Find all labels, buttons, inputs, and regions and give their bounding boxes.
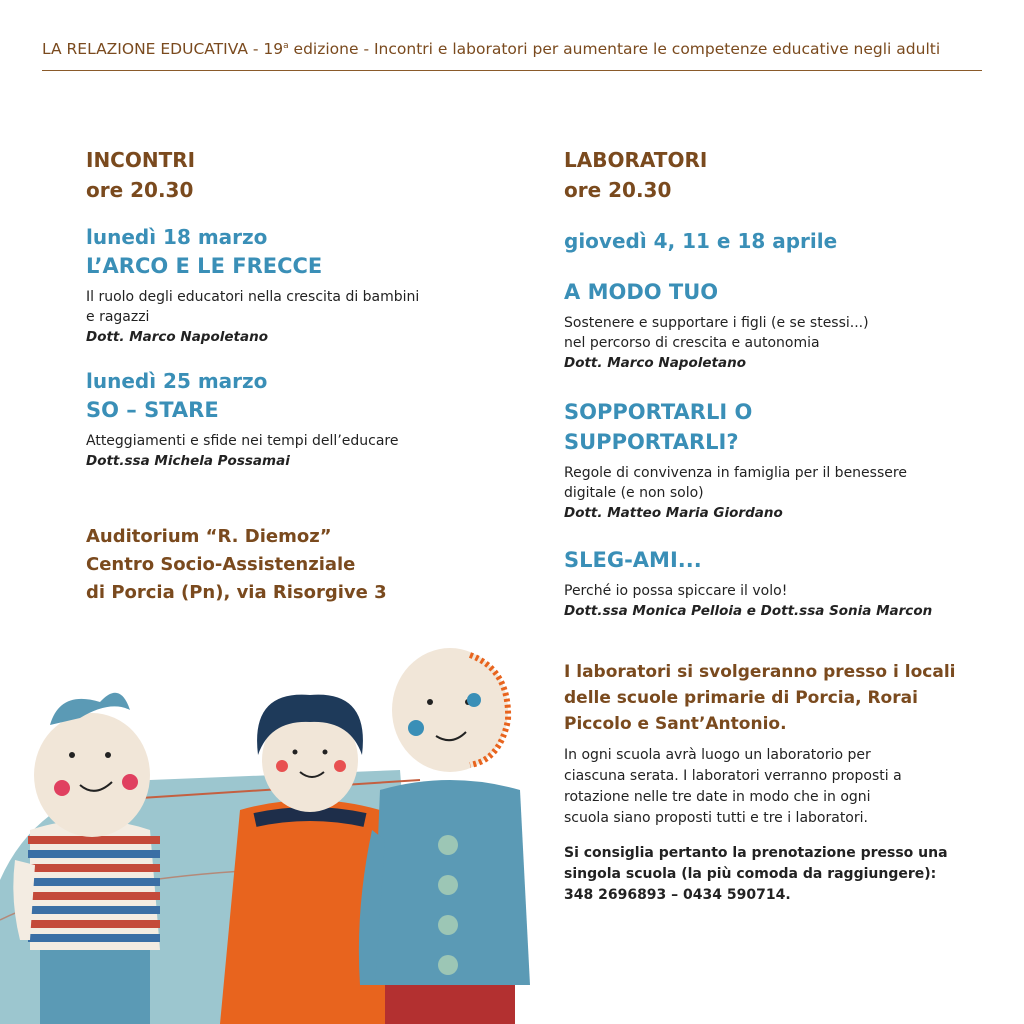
laboratorio-event-2: [564, 397, 984, 523]
laboratorio-title: A MODO TUO: [564, 280, 719, 304]
note-text-line: In ogni scuola avrà luogo un laboratorio per: [564, 747, 871, 763]
header-title: [42, 40, 982, 58]
booking-info: [564, 843, 984, 906]
laboratori-time: ore 20.30: [564, 178, 672, 202]
venue-line: di Porcia (Pn), via Risorgive 3: [86, 582, 387, 603]
laboratorio-description: [564, 581, 984, 601]
desc-line: Il ruolo degli educatori nella crescita di bambini: [86, 289, 420, 305]
desc-line: e ragazzi: [86, 309, 150, 325]
incontro-title: SO – STARE: [86, 398, 219, 422]
note-title-line: I laboratori si svolgeranno presso i locali: [564, 662, 956, 682]
incontro-title: L’ARCO E LE FRECCE: [86, 254, 323, 278]
note-text-line: scuola siano proposti tutti e tre i laboratori.: [564, 810, 868, 826]
incontro-description: [86, 287, 506, 327]
laboratori-dates: giovedì 4, 11 e 18 aprile: [564, 229, 838, 253]
note-title-line: Piccolo e Sant’Antonio.: [564, 714, 787, 734]
laboratori-note: [564, 659, 984, 906]
booking-bold: Si consiglia pertanto la prenotazione presso una: [564, 845, 948, 861]
incontro-date: lunedì 25 marzo: [86, 369, 268, 393]
laboratorio-event-1: [564, 277, 984, 373]
incontro-speaker: Dott. Marco Napoletano: [86, 329, 268, 345]
desc-line: nel percorso di crescita e autonomia: [564, 335, 820, 351]
note-title-line: delle scuole primarie di Porcia, Rorai: [564, 688, 918, 708]
laboratorio-title: SLEG-AMI...: [564, 548, 702, 572]
laboratorio-speaker: Dott. Matteo Maria Giordano: [564, 505, 783, 521]
booking-bold: singola scuola: [564, 866, 677, 882]
child-blue-figure: [359, 648, 530, 1024]
header-title-main: LA RELAZIONE EDUCATIVA - 19: [42, 40, 284, 58]
note-text: [564, 745, 984, 829]
incontri-time: ore 20.30: [86, 178, 194, 202]
laboratorio-speaker: Dott. Marco Napoletano: [564, 355, 746, 371]
header-divider: [42, 70, 982, 71]
laboratori-title: LABORATORI: [564, 148, 708, 172]
incontro-speaker: Dott.ssa Michela Possamai: [86, 453, 290, 469]
note-text-line: rotazione nelle tre date in modo che in ogni: [564, 789, 871, 805]
incontro-event-2: [86, 367, 506, 471]
desc-line: Sostenere e supportare i figli (e se stessi...): [564, 315, 869, 331]
incontri-column: [86, 145, 506, 607]
children-illustration: [0, 640, 540, 1024]
desc-line: Perché io possa spiccare il volo!: [564, 583, 788, 599]
laboratorio-speaker: Dott.ssa Monica Pelloia e Dott.ssa Sonia Marcon: [564, 603, 933, 619]
booking-normal: (la più comoda da raggiungere):: [676, 866, 937, 882]
desc-line: digitale (e non solo): [564, 485, 704, 501]
venue-line: Centro Socio-Assistenziale: [86, 554, 356, 575]
header-title-sup: a: [283, 40, 289, 51]
laboratori-column: [564, 145, 984, 906]
venue-line: Auditorium “R. Diemoz”: [86, 526, 332, 547]
incontro-event-1: [86, 223, 506, 347]
desc-line: Regole di convivenza in famiglia per il benessere: [564, 465, 907, 481]
laboratorio-title: SOPPORTARLI O: [564, 400, 753, 424]
booking-phones: 348 2696893 – 0434 590714.: [564, 887, 791, 903]
header-title-rest: edizione - Incontri e laboratori per aumentare le competenze educative negli adulti: [288, 40, 941, 58]
laboratorio-title: SUPPORTARLI?: [564, 430, 739, 454]
venue-block: [86, 523, 506, 607]
laboratorio-description: [564, 313, 984, 353]
incontro-date: lunedì 18 marzo: [86, 225, 268, 249]
laboratorio-event-3: [564, 545, 984, 621]
desc-line: Atteggiamenti e sfide nei tempi dell’educare: [86, 433, 399, 449]
laboratorio-description: [564, 463, 984, 503]
incontri-title: INCONTRI: [86, 148, 196, 172]
note-text-line: ciascuna serata. I laboratori verranno proposti a: [564, 768, 902, 784]
incontro-description: [86, 431, 506, 451]
